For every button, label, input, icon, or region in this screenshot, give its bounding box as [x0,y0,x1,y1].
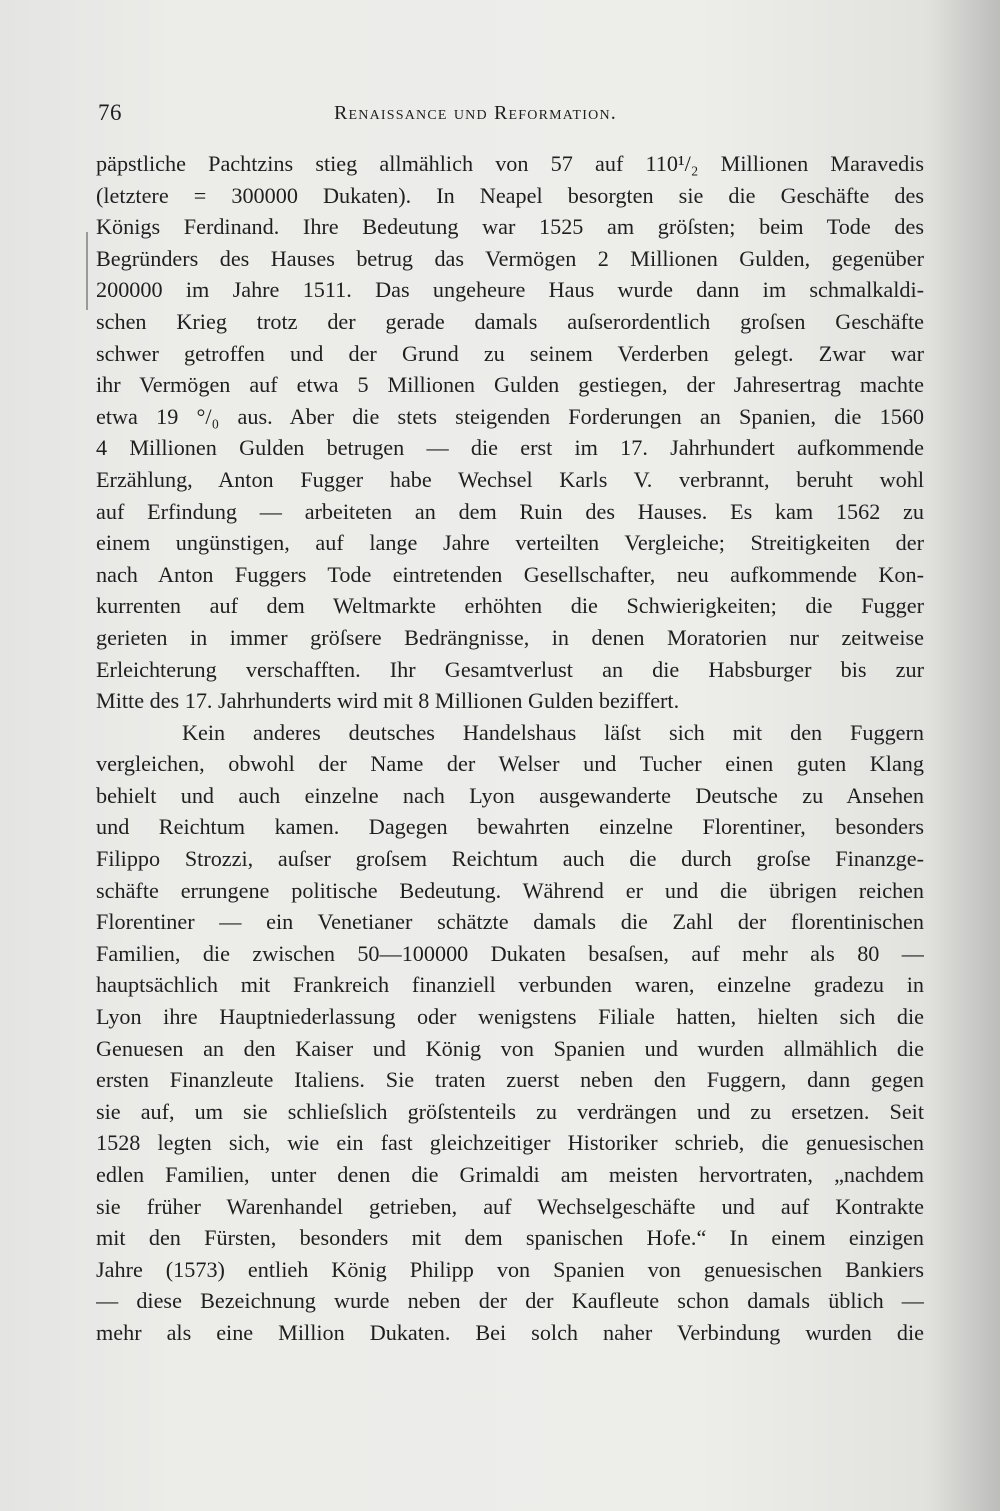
text-line: behielt und auch einzelne nach Lyon ausgewanderte Deutsche zu Ansehen [96,782,924,808]
page-number: 76 [98,100,122,125]
text-line: Mitte des 17. Jahrhunderts wird mit 8 Millionen Gulden beziffert. [96,688,680,714]
text-line: 4 Millionen Gulden betrugen — die erst im 17. Jahrhundert aufkommende [96,435,924,461]
text-line: mehr als eine Million Dukaten. Bei solch naher Verbindung wurden die [96,1319,924,1345]
text-line: schäfte errungene politische Bedeutung. Während er und die übrigen reichen [96,877,924,903]
text-line: nach Anton Fuggers Tode eintretenden Gesellschafter, neu aufkommende Kon- [96,561,924,587]
text-line: 1528 legten sich, wie ein fast gleichzeitiger Historiker schrieb, die genuesischen [96,1130,924,1156]
text-line: schwer getroffen und der Grund zu seinem Verderben gelegt. Zwar war [96,340,924,366]
text-line: auf Erfindung — arbeiteten an dem Ruin des Hauses. Es kam 1562 zu [96,498,924,524]
text-line: Genuesen an den Kaiser und König von Spanien und wurden allmählich die [96,1035,924,1061]
text-line: Erleichterung verschafften. Ihr Gesamtverlust an die Habsburger bis zur [96,656,924,682]
text-line: vergleichen, obwohl der Name der Welser und Tucher einen guten Klang [96,751,924,777]
text-line: mit den Fürsten, besonders mit dem spanischen Hofe.“ In einem einzigen [96,1225,924,1251]
text-line: Filippo Strozzi, auſser groſsem Reichtum auch die durch groſse Finanzge- [96,846,924,872]
running-title: Renaissance und Reformation. [334,102,617,124]
text-line: edlen Familien, unter denen die Grimaldi am meisten hervortraten, „nachdem [96,1162,924,1187]
text-line: ihr Vermögen auf etwa 5 Millionen Gulden gestiegen, der Jahresertrag machte [96,372,924,398]
text-line: kurrenten auf dem Weltmarkte erhöhten die Schwierigkeiten; die Fugger [96,593,924,619]
text-line: und Reichtum kamen. Dagegen bewahrten einzelne Florentiner, besonders [96,814,924,840]
text-line: schen Krieg trotz der gerade damals auſserordentlich groſsen Geschäfte [96,308,924,334]
margin-mark [86,232,88,310]
text-line: Lyon ihre Hauptniederlassung oder wenigstens Filiale hatten, hielten sich die [96,1004,924,1030]
page-edge-shadow [930,0,1000,1511]
text-line: 200000 im Jahre 1511. Das ungeheure Haus wurde dann im schmalkaldi- [96,277,924,303]
text-line: Begründers des Hauses betrug das Vermögen 2 Millionen Gulden, gegenüber [96,245,924,271]
text-line: Königs Ferdinand. Ihre Bedeutung war 1525 am gröſsten; beim Tode des [96,214,924,240]
text-line: gerieten in immer gröſsere Bedrängnisse, in denen Moratorien nur zeitweise [96,624,924,650]
paragraph [96,148,924,717]
text-line: einem ungünstigen, auf lange Jahre verteilten Vergleiche; Streitigkeiten der [96,530,924,556]
text-line: sie auf, um sie schlieſslich gröſstenteils zu verdrängen und zu ersetzen. Seit [96,1098,924,1124]
text-line: etwa 19 °/₀ aus. Aber die stets steigenden Forderungen an Spanien, die 1560 [96,403,924,429]
text-line: Familien, die zwischen 50—100000 Dukaten besaſsen, auf mehr als 80 — [96,940,924,966]
text-line: päpstliche Pachtzins stieg allmählich von 57 auf 110¹/₂ Millionen Maravedis [96,151,924,176]
body-text [96,148,924,1349]
text-line: — diese Bezeichnung wurde neben der der Kaufleute schon damals üblich — [96,1288,924,1314]
paragraph [96,717,924,1349]
text-line: (letztere = 300000 Dukaten). In Neapel besorgten sie die Geschäfte des [96,182,924,208]
page-header [96,100,926,132]
text-line: Florentiner — ein Venetianer schätzte damals die Zahl der florentinischen [96,909,924,935]
text-line: Jahre (1573) entlieh König Philipp von Spanien von genuesischen Bankiers [96,1256,924,1282]
text-line: Erzählung, Anton Fugger habe Wechsel Karls V. verbrannt, beruht wohl [96,466,924,492]
text-line: sie früher Warenhandel getrieben, auf Wechselgeschäfte und auf Kontrakte [96,1193,924,1219]
text-line: Kein anderes deutsches Handelshaus läſst sich mit den Fuggern [182,719,924,745]
text-line: ersten Finanzleute Italiens. Sie traten zuerst neben den Fuggern, dann gegen [96,1067,924,1093]
text-line: hauptsächlich mit Frankreich finanziell verbunden waren, einzelne gradezu in [96,972,924,998]
